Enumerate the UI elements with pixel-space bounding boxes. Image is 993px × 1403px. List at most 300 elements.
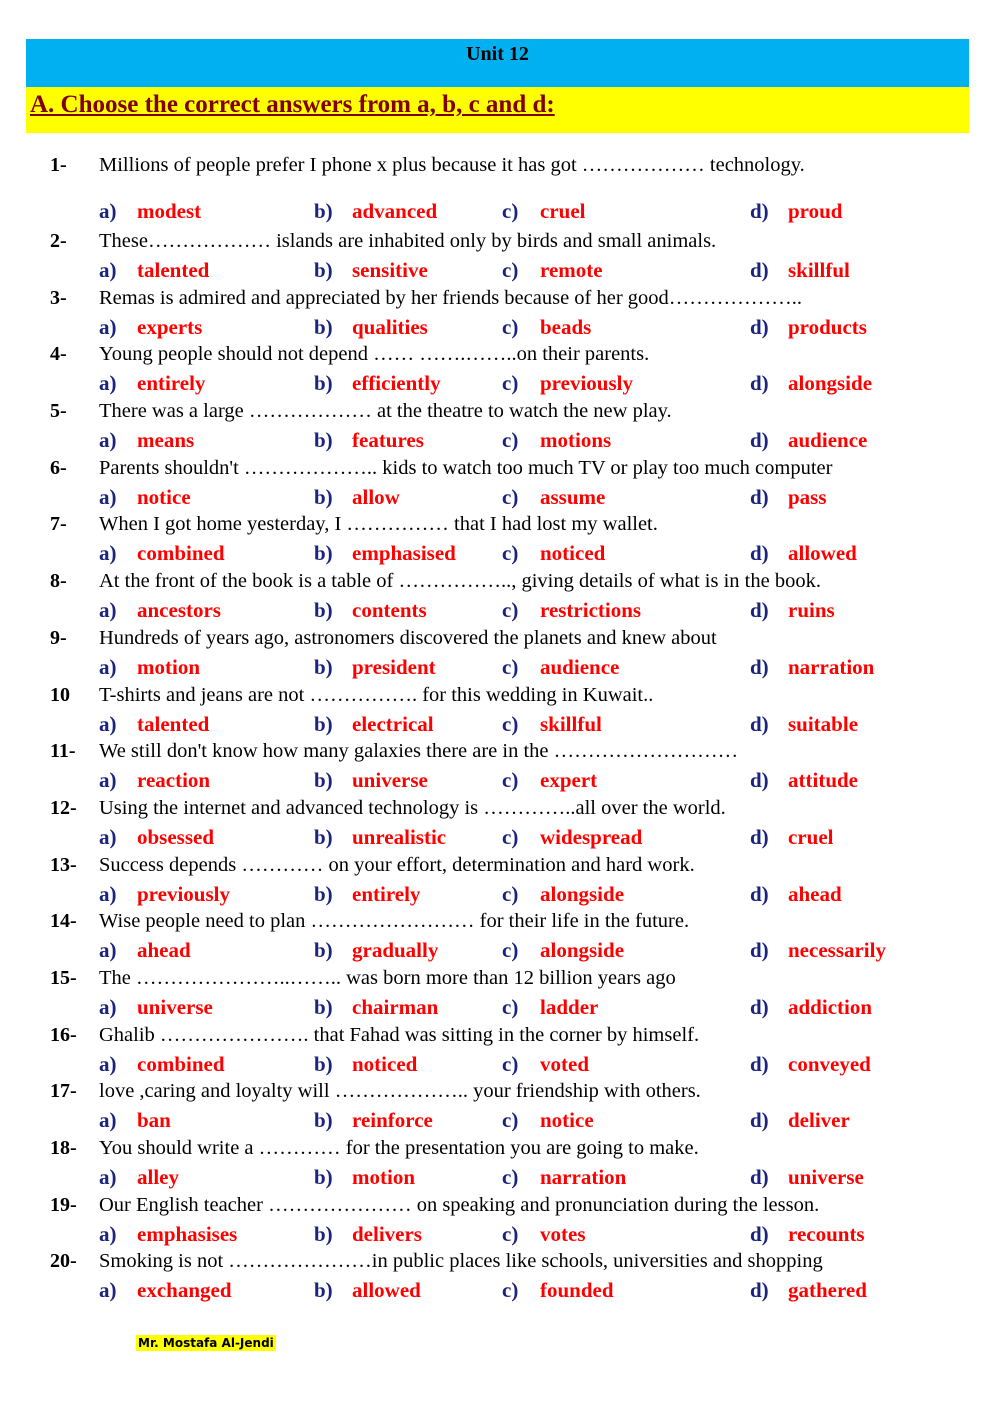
option-text: entirely [137, 371, 206, 396]
option-a [99, 428, 194, 453]
option-letter: d) [750, 881, 769, 906]
option-text: skillful [540, 711, 602, 736]
option-letter: a) [99, 1278, 117, 1303]
question-number: 16- [50, 1023, 77, 1046]
option-text: products [788, 314, 867, 339]
option-c [502, 199, 585, 224]
option-letter: a) [99, 1051, 117, 1076]
answer-options [0, 315, 993, 343]
option-text: widespread [540, 824, 643, 849]
option-text: features [352, 428, 424, 453]
question-item [0, 1078, 993, 1135]
option-text: president [352, 654, 436, 679]
option-text: emphasised [352, 541, 456, 566]
option-a [99, 485, 191, 510]
option-letter: a) [99, 1221, 117, 1246]
option-text: qualities [352, 314, 428, 339]
question-text: Ghalib …………………. that Fahad was sitting in the corner by himself. [99, 1023, 700, 1046]
option-text: necessarily [788, 938, 886, 963]
question-text: We still don't know how many galaxies there are in the ……………………… [99, 740, 739, 763]
question-text: At the front of the book is a table of …………….., giving details of what is in the book. [99, 570, 821, 593]
option-text: universe [788, 1165, 864, 1189]
option-d [750, 995, 872, 1020]
question-number: 15- [50, 966, 77, 989]
option-a [99, 882, 230, 907]
answer-options [0, 712, 993, 740]
option-text: noticed [540, 541, 606, 566]
option-letter: b) [314, 1051, 333, 1076]
question-item [0, 152, 993, 228]
option-letter: a) [99, 199, 117, 223]
option-a [99, 258, 209, 283]
option-text: pass [788, 484, 827, 509]
option-a [99, 1052, 225, 1077]
option-text: entirely [352, 881, 421, 906]
option-b [314, 995, 438, 1020]
option-d [750, 655, 874, 680]
question-text: T-shirts and jeans are not ……………. for this wedding in Kuwait.. [99, 683, 654, 706]
option-c [502, 485, 605, 510]
option-c [502, 258, 603, 283]
option-text: talented [137, 258, 210, 282]
option-text: alongside [788, 371, 873, 396]
question-item [0, 738, 993, 795]
option-letter: d) [750, 1108, 769, 1133]
question-item [0, 1135, 993, 1192]
option-letter: a) [99, 711, 117, 736]
option-letter: c) [502, 199, 519, 223]
option-text: cruel [540, 199, 586, 223]
option-text: combined [137, 541, 225, 566]
option-d [750, 428, 867, 453]
option-letter: a) [99, 428, 117, 453]
option-c [502, 655, 619, 680]
option-b [314, 768, 428, 793]
option-text: narration [788, 654, 875, 679]
option-d [750, 315, 867, 340]
option-text: electrical [352, 711, 434, 736]
option-text: proud [788, 199, 843, 223]
question-item [0, 285, 993, 342]
option-d [750, 825, 833, 850]
option-a [99, 315, 202, 340]
option-text: ruins [788, 598, 835, 623]
option-a [99, 712, 209, 737]
option-letter: b) [314, 598, 333, 623]
option-letter: a) [99, 314, 117, 339]
option-letter: c) [502, 1165, 519, 1189]
option-a [99, 938, 191, 963]
option-letter: d) [750, 938, 769, 963]
option-a [99, 598, 221, 623]
option-text: recounts [788, 1221, 865, 1246]
question-list [0, 152, 993, 1305]
option-letter: c) [502, 824, 519, 849]
option-letter: d) [750, 428, 769, 453]
option-letter: a) [99, 598, 117, 623]
answer-options [0, 1165, 993, 1193]
option-b [314, 1165, 415, 1190]
question-number: 2- [50, 230, 67, 252]
option-letter: b) [314, 541, 333, 566]
question-number: 7- [50, 513, 67, 536]
option-text: emphasises [137, 1221, 238, 1246]
option-b [314, 1222, 422, 1247]
option-text: ahead [137, 938, 191, 963]
option-text: audience [540, 654, 620, 679]
option-letter: d) [750, 199, 769, 223]
option-text: contents [352, 598, 427, 623]
option-d [750, 1108, 850, 1133]
option-text: founded [540, 1278, 614, 1303]
option-text: motions [540, 428, 612, 453]
question-item [0, 341, 993, 398]
option-letter: a) [99, 938, 117, 963]
question-text: Wise people need to plan …………………… for their life in the future. [99, 910, 690, 933]
option-letter: d) [750, 1221, 769, 1246]
option-text: obsessed [137, 824, 215, 849]
option-letter: d) [750, 258, 769, 282]
option-a [99, 1278, 232, 1303]
option-letter: c) [502, 371, 519, 396]
option-a [99, 768, 210, 793]
option-letter: b) [314, 199, 333, 223]
option-letter: a) [99, 541, 117, 566]
option-text: restrictions [540, 598, 642, 623]
option-text: ladder [540, 994, 599, 1019]
question-number: 17- [50, 1080, 77, 1103]
option-letter: d) [750, 654, 769, 679]
option-text: beads [540, 314, 592, 339]
option-text: skillful [788, 258, 850, 282]
option-text: notice [540, 1108, 594, 1133]
option-letter: b) [314, 994, 333, 1019]
answer-options [0, 1108, 993, 1136]
option-b [314, 712, 434, 737]
option-text: voted [540, 1051, 589, 1076]
option-letter: a) [99, 994, 117, 1019]
option-letter: d) [750, 1051, 769, 1076]
answer-options [0, 655, 993, 683]
option-text: addiction [788, 994, 873, 1019]
question-text: Parents shouldn't ……………….. kids to watch too much TV or play too much computer [99, 456, 833, 479]
option-letter: c) [502, 1278, 519, 1303]
option-c [502, 712, 602, 737]
option-c [502, 825, 642, 850]
option-letter: c) [502, 484, 519, 509]
option-c [502, 541, 605, 566]
option-letter: b) [314, 824, 333, 849]
option-c [502, 1165, 626, 1190]
option-text: attitude [788, 768, 858, 793]
answer-options [0, 428, 993, 456]
question-item [0, 965, 993, 1022]
option-letter: c) [502, 881, 519, 906]
option-letter: b) [314, 881, 333, 906]
question-number: 12- [50, 796, 77, 819]
question-item [0, 795, 993, 852]
option-text: previously [137, 881, 230, 906]
option-b [314, 428, 424, 453]
question-text: Hundreds of years ago, astronomers discovered the planets and knew about [99, 626, 717, 649]
question-number: 20- [50, 1250, 77, 1273]
option-a [99, 199, 201, 224]
option-letter: d) [750, 484, 769, 509]
option-letter: c) [502, 258, 519, 282]
option-letter: d) [750, 314, 769, 339]
option-c [502, 768, 597, 793]
option-b [314, 371, 441, 396]
question-item [0, 908, 993, 965]
option-letter: d) [750, 1165, 769, 1189]
option-text: conveyed [788, 1051, 871, 1076]
answer-options [0, 258, 993, 286]
option-c [502, 428, 611, 453]
option-text: means [137, 428, 195, 453]
option-text: noticed [352, 1051, 418, 1076]
question-item [0, 1192, 993, 1249]
option-letter: b) [314, 768, 333, 793]
option-letter: c) [502, 1051, 519, 1076]
option-letter: c) [502, 994, 519, 1019]
unit-title: Unit 12 [26, 39, 969, 87]
option-letter: a) [99, 484, 117, 509]
option-letter: a) [99, 258, 117, 282]
question-text: Success depends ………… on your effort, determination and hard work. [99, 853, 695, 876]
option-b [314, 541, 456, 566]
question-text: Remas is admired and appreciated by her friends because of her good……………….. [99, 286, 803, 309]
option-d [750, 485, 827, 510]
option-text: gradually [352, 938, 439, 963]
option-text: experts [137, 314, 203, 339]
option-text: remote [540, 258, 603, 282]
option-text: votes [540, 1221, 586, 1246]
option-text: talented [137, 711, 210, 736]
question-item [0, 398, 993, 455]
option-text: chairman [352, 994, 439, 1019]
option-text: notice [137, 484, 191, 509]
section-heading-bar [26, 87, 969, 133]
question-item [0, 852, 993, 909]
option-letter: b) [314, 654, 333, 679]
option-text: assume [540, 484, 606, 509]
option-letter: a) [99, 654, 117, 679]
answer-options [0, 371, 993, 399]
question-number: 6- [50, 456, 67, 479]
option-letter: c) [502, 1108, 519, 1133]
option-b [314, 258, 428, 283]
option-c [502, 995, 598, 1020]
option-b [314, 825, 446, 850]
option-b [314, 598, 427, 623]
option-letter: d) [750, 768, 769, 793]
answer-options [0, 938, 993, 966]
question-number: 8- [50, 570, 67, 593]
option-a [99, 825, 214, 850]
option-letter: c) [502, 711, 519, 736]
option-letter: a) [99, 824, 117, 849]
question-item [0, 1022, 993, 1079]
question-text: You should write a ………… for the presentation you are going to make. [99, 1137, 699, 1159]
question-number: 19- [50, 1193, 77, 1216]
option-text: cruel [788, 824, 834, 849]
question-text: Using the internet and advanced technology is …………..all over the world. [99, 796, 726, 819]
question-number: 13- [50, 853, 77, 876]
question-number: 4- [50, 343, 67, 366]
option-b [314, 1278, 421, 1303]
option-b [314, 315, 428, 340]
question-text: There was a large ……………… at the theatre to watch the new play. [99, 400, 672, 423]
answer-options [0, 882, 993, 910]
option-c [502, 938, 624, 963]
option-letter: d) [750, 824, 769, 849]
option-letter: a) [99, 1165, 117, 1189]
option-d [750, 1165, 864, 1190]
option-text: alongside [540, 881, 625, 906]
option-b [314, 199, 437, 224]
option-d [750, 882, 842, 907]
option-text: allowed [352, 1278, 421, 1303]
option-d [750, 199, 842, 224]
option-letter: d) [750, 371, 769, 396]
option-letter: b) [314, 1165, 333, 1189]
question-item [0, 228, 993, 285]
option-letter: b) [314, 711, 333, 736]
option-c [502, 1108, 594, 1133]
question-text: Smoking is not …………………in public places like schools, universities and shopping [99, 1250, 823, 1273]
question-number: 3- [50, 286, 67, 309]
option-b [314, 1052, 417, 1077]
option-letter: b) [314, 1108, 333, 1133]
option-letter: d) [750, 1278, 769, 1303]
option-b [314, 655, 436, 680]
option-d [750, 1278, 867, 1303]
option-text: unrealistic [352, 824, 447, 849]
question-number: 1- [50, 154, 67, 176]
option-text: combined [137, 1051, 225, 1076]
option-letter: a) [99, 768, 117, 793]
question-number: 11- [50, 740, 76, 763]
option-letter: a) [99, 371, 117, 396]
option-d [750, 1052, 871, 1077]
option-letter: c) [502, 541, 519, 566]
option-text: sensitive [352, 258, 428, 282]
option-a [99, 995, 213, 1020]
option-d [750, 258, 850, 283]
option-text: ancestors [137, 598, 221, 623]
option-letter: b) [314, 314, 333, 339]
option-letter: c) [502, 938, 519, 963]
option-letter: d) [750, 541, 769, 566]
option-a [99, 371, 205, 396]
section-heading: A. Choose the correct answers from a, b, c and d: [30, 91, 555, 118]
option-d [750, 712, 858, 737]
option-text: ahead [788, 881, 842, 906]
option-c [502, 598, 641, 623]
option-letter: d) [750, 711, 769, 736]
question-item [0, 568, 993, 625]
option-a [99, 1165, 179, 1190]
option-text: reinforce [352, 1108, 433, 1133]
option-c [502, 1278, 614, 1303]
option-text: universe [352, 768, 428, 793]
option-d [750, 768, 858, 793]
option-b [314, 882, 420, 907]
option-a [99, 655, 200, 680]
answer-options [0, 485, 993, 513]
option-d [750, 541, 857, 566]
option-letter: d) [750, 598, 769, 623]
option-text: motion [352, 1165, 415, 1189]
answer-options [0, 1278, 993, 1306]
question-number: 18- [50, 1137, 77, 1159]
option-letter: d) [750, 994, 769, 1019]
option-d [750, 598, 835, 623]
option-c [502, 882, 624, 907]
answer-options [0, 825, 993, 853]
option-letter: b) [314, 1278, 333, 1303]
option-text: exchanged [137, 1278, 232, 1303]
option-text: allow [352, 484, 400, 509]
answer-options [0, 598, 993, 626]
option-text: delivers [352, 1221, 422, 1246]
option-d [750, 938, 886, 963]
option-text: advanced [352, 199, 438, 223]
option-letter: b) [314, 1221, 333, 1246]
answer-options [0, 995, 993, 1023]
question-text: Young people should not depend …… …….……..on their parents. [99, 343, 650, 366]
option-letter: b) [314, 371, 333, 396]
option-c [502, 371, 633, 396]
option-d [750, 371, 872, 396]
option-text: reaction [137, 768, 211, 793]
question-item [0, 625, 993, 682]
option-b [314, 938, 438, 963]
question-item [0, 455, 993, 512]
answer-options [0, 768, 993, 796]
option-text: narration [540, 1165, 627, 1189]
option-a [99, 1108, 171, 1133]
option-text: expert [540, 768, 598, 793]
option-c [502, 1052, 589, 1077]
option-text: deliver [788, 1108, 850, 1133]
option-text: universe [137, 994, 213, 1019]
option-letter: a) [99, 1108, 117, 1133]
answer-options [0, 199, 993, 227]
question-item [0, 1248, 993, 1305]
option-text: gathered [788, 1278, 867, 1303]
option-text: alongside [540, 938, 625, 963]
option-a [99, 1222, 237, 1247]
question-text: When I got home yesterday, I …………… that I had lost my wallet. [99, 513, 658, 536]
question-text: These……………… islands are inhabited only by birds and small animals. [99, 230, 717, 252]
option-text: audience [788, 428, 868, 453]
question-number: 14- [50, 910, 77, 933]
option-text: previously [540, 371, 633, 396]
option-letter: c) [502, 1221, 519, 1246]
option-text: allowed [788, 541, 857, 566]
option-d [750, 1222, 865, 1247]
option-letter: c) [502, 654, 519, 679]
option-letter: c) [502, 428, 519, 453]
option-letter: b) [314, 938, 333, 963]
option-b [314, 485, 400, 510]
option-text: alley [137, 1165, 179, 1189]
option-letter: b) [314, 484, 333, 509]
option-text: modest [137, 199, 202, 223]
question-number: 9- [50, 626, 67, 649]
option-letter: a) [99, 881, 117, 906]
